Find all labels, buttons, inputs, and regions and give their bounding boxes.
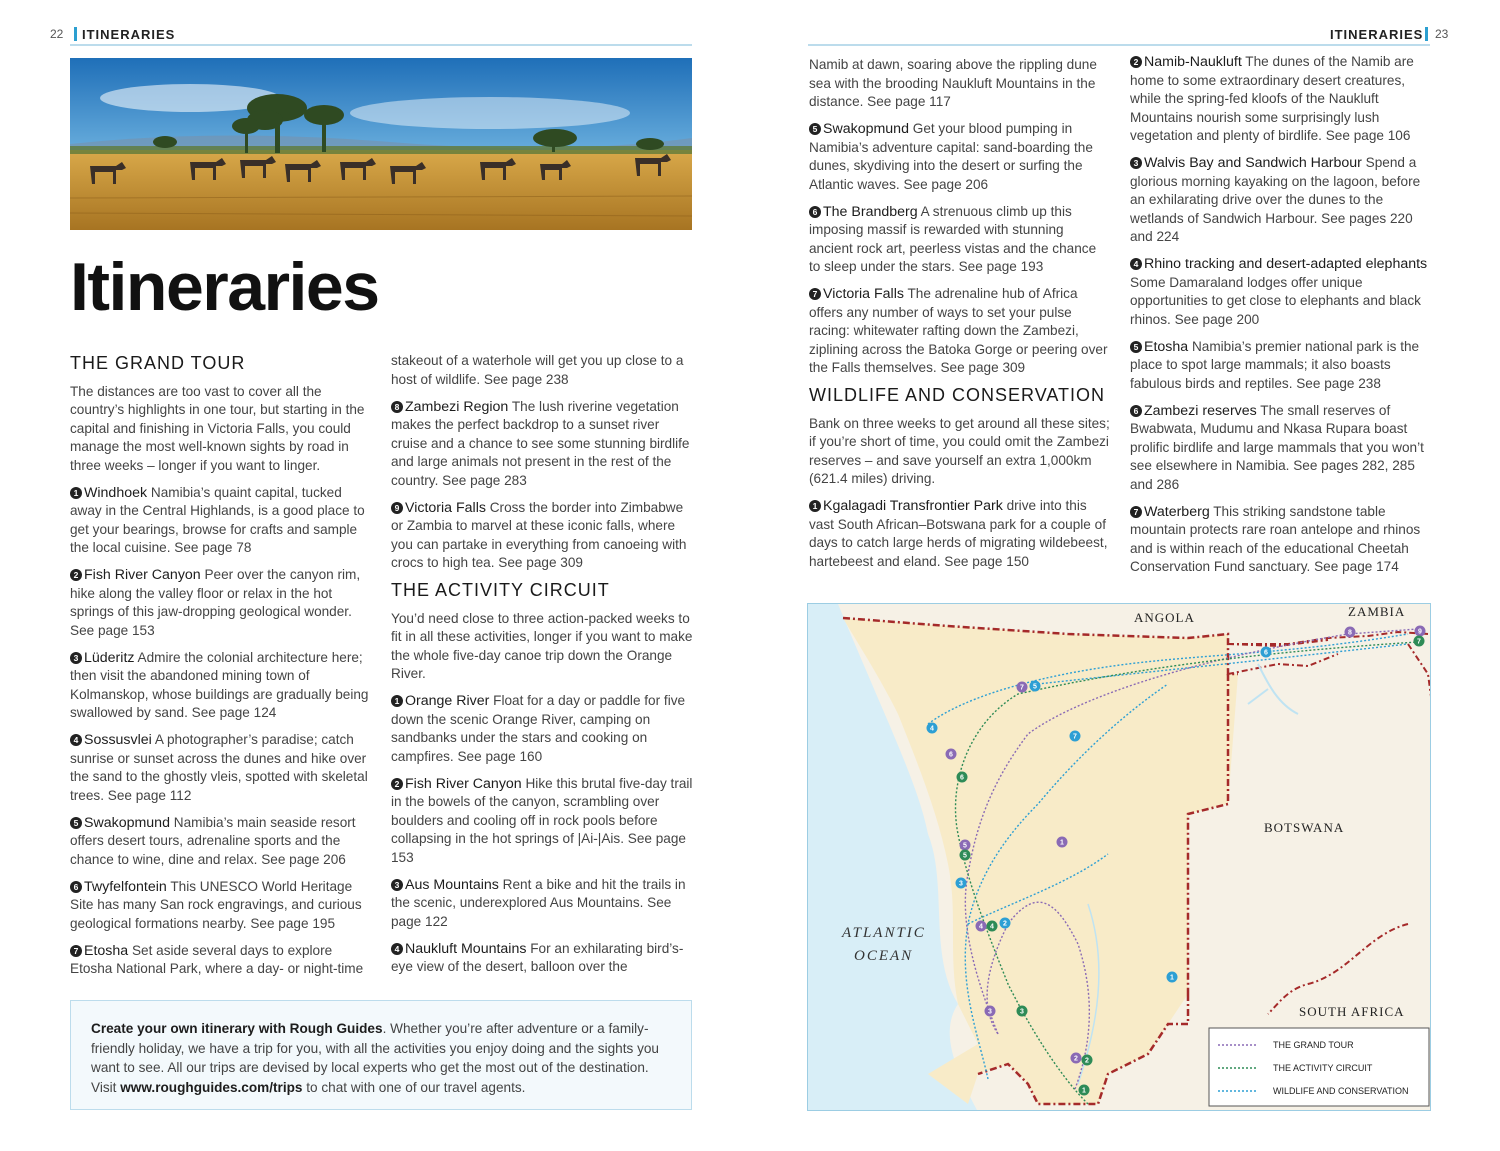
rough-guides-promo-box bbox=[70, 1000, 692, 1110]
item-description: The adrenaline hub of Africa offers any number of ways to set your pulse racing: whitewater rafting down the Zambezi, ziplining across the Batoka Gorge or peering over the Falls themselves. See page 309 bbox=[809, 286, 1108, 375]
activity-circuit-intro: You’d need close to three action-packed weeks to fit in all these activities, longer if you want to make the whole five-day canoe trip down the Orange River. bbox=[391, 610, 693, 681]
item-title: Walvis Bay and Sandwich Harbour bbox=[1144, 155, 1362, 171]
itinerary-item bbox=[809, 203, 1111, 277]
item-description: Rent a bike and hit the trails in the scenic, underexplored Aus Mountains. See page 122 bbox=[391, 876, 686, 929]
svg-text:5: 5 bbox=[1033, 683, 1037, 691]
itinerary-item bbox=[391, 398, 693, 491]
itinerary-item bbox=[809, 497, 1111, 571]
map-marker-activity-5 bbox=[960, 850, 971, 861]
item-description: Admire the colonial architecture here; then visit the abandoned mining town of Kolmanskop, whose buildings are gradually being swallowed by sand. See page 124 bbox=[70, 649, 369, 720]
grand-tour-list-continued bbox=[391, 398, 693, 573]
map-marker-activity-7 bbox=[1414, 636, 1425, 647]
item-description: drive into this vast South African–Botswana park for a couple of days to catch large herds of migrating wildebeest, hartebeest and eland. See page 150 bbox=[809, 498, 1108, 569]
svg-text:2: 2 bbox=[1003, 920, 1007, 928]
promo-text: . Whether you’re after adventure or a family-friendly holiday, we have a trip for you, with all the activities you enjoy doing and the sights you want to see. All our trips are devised by local experts who get the most out of the destination. Visit bbox=[91, 1021, 659, 1095]
item-title: Etosha bbox=[1144, 338, 1189, 355]
map-marker-grand-9 bbox=[1415, 626, 1426, 637]
svg-text:7: 7 bbox=[1073, 733, 1077, 741]
right-header-rule bbox=[808, 44, 1430, 46]
item-description: Peer over the canyon rim, hike along the valley floor or relax in the hot springs of this jaw-dropping geological wonder. See page 153 bbox=[70, 567, 361, 638]
map-marker-grand-4 bbox=[976, 921, 987, 932]
fourth-column bbox=[1130, 53, 1432, 585]
grand-tour-intro: The distances are too vast to cover all the country’s highlights in one tour, but starting in the capital and finishing in Victoria Falls, you could manage the most well-known sights by road in three weeks – longer if you want to linger. bbox=[70, 383, 365, 473]
item-description: Float for a day or paddle for five down the scenic Orange River, camping on sandbanks under the stars and cooking on campfires. See page 160 bbox=[391, 693, 686, 764]
step-number-icon: 4 bbox=[391, 943, 403, 955]
svg-text:7: 7 bbox=[1417, 638, 1421, 646]
itinerary-item bbox=[70, 484, 372, 558]
item-description: Spend a glorious morning kayaking on the lagoon, before an exhilarating drive over the dunes to the wetlands of Sandwich Harbour. See pages 220 and 224 bbox=[1130, 155, 1421, 244]
promo-text-end: to chat with one of our travel agents. bbox=[302, 1079, 526, 1095]
map-marker-wildlife-7 bbox=[1070, 731, 1081, 742]
svg-text:5: 5 bbox=[963, 852, 967, 860]
map-marker-grand-8 bbox=[1345, 627, 1356, 638]
step-number-icon: 1 bbox=[809, 500, 821, 512]
item-title: Etosha bbox=[84, 942, 129, 959]
item-description: Namibia’s main seaside resort offers desert tours, adrenaline sports and the chance to wine, dine and relax. See page 206 bbox=[70, 814, 356, 867]
step-number-icon: 6 bbox=[809, 206, 821, 218]
step-number-icon: 5 bbox=[70, 817, 82, 829]
step-number-icon: 7 bbox=[1130, 506, 1142, 518]
item-title: Twyfelfontein bbox=[84, 878, 167, 895]
item-description: Namibia’s quaint capital, tucked away in the Central Highlands, is a good place to get your bearings, browse for crafts and sample the local cuisine. See page 78 bbox=[70, 484, 365, 555]
item-description: This UNESCO World Heritage Site has many San rock engravings, and curious geological formations nearby. See page 195 bbox=[70, 878, 362, 931]
item-title: Waterberg bbox=[1144, 503, 1210, 520]
item-description: The dunes of the Namib are home to some extraordinary desert creatures, while the spring-fed kloofs of the Naukluft Mountains nourish some surprisingly lush vegetation and plenty of birdlife. See page 106 bbox=[1130, 54, 1414, 143]
step-number-icon: 9 bbox=[391, 502, 403, 514]
svg-text:2: 2 bbox=[1085, 1057, 1089, 1065]
svg-text:3: 3 bbox=[959, 880, 963, 888]
map-marker-wildlife-4 bbox=[927, 723, 938, 734]
itinerary-item bbox=[391, 692, 693, 766]
svg-text:7: 7 bbox=[1020, 684, 1024, 692]
svg-text:4: 4 bbox=[990, 923, 994, 931]
map-marker-grand-5 bbox=[960, 840, 971, 851]
activity-circuit-list bbox=[391, 692, 693, 977]
map-label-angola: ANGOLA bbox=[1134, 610, 1195, 625]
step-number-icon: 1 bbox=[391, 695, 403, 707]
step-number-icon: 2 bbox=[391, 778, 403, 790]
step-number-icon: 5 bbox=[1130, 341, 1142, 353]
step-number-icon: 2 bbox=[1130, 56, 1142, 68]
svg-text:6: 6 bbox=[1264, 649, 1268, 657]
item-title: The Brandberg bbox=[823, 203, 918, 220]
item-title: Naukluft Mountains bbox=[405, 940, 527, 957]
map-label-zambia: ZAMBIA bbox=[1348, 604, 1406, 619]
itinerary-item bbox=[391, 876, 693, 932]
item-description: Set aside several days to explore Etosha National Park, where a day- or night-time bbox=[70, 942, 364, 976]
item-description: For an exhilarating bird’s-eye view of the desert, balloon over the bbox=[391, 940, 684, 974]
step-number-icon: 7 bbox=[809, 288, 821, 300]
namibia-itinerary-map bbox=[807, 603, 1431, 1111]
itinerary-item bbox=[70, 814, 372, 870]
svg-text:3: 3 bbox=[988, 1008, 992, 1016]
second-column bbox=[391, 352, 693, 985]
item-title: Namib-Naukluft bbox=[1144, 54, 1242, 70]
activity-circuit-heading: THE ACTIVITY CIRCUIT bbox=[391, 580, 610, 600]
itinerary-item bbox=[391, 775, 693, 868]
itinerary-item bbox=[1130, 255, 1432, 329]
itinerary-item bbox=[391, 499, 693, 573]
map-marker-activity-1 bbox=[1079, 1085, 1090, 1096]
step-number-icon: 1 bbox=[70, 487, 82, 499]
item-description: A strenuous climb up this imposing massif is rewarded with stunning ancient rock art, peerless vistas and the chance to sleep under the stars. See page 193 bbox=[809, 203, 1097, 274]
map-marker-wildlife-2 bbox=[1000, 918, 1011, 929]
step-number-icon: 4 bbox=[70, 734, 82, 746]
step-number-icon: 6 bbox=[70, 881, 82, 893]
svg-text:5: 5 bbox=[963, 842, 967, 850]
map-marker-activity-4 bbox=[987, 921, 998, 932]
activity-circuit-list-continued bbox=[809, 120, 1111, 378]
item-title: Swakopmund bbox=[84, 814, 170, 831]
item-description: The small reserves of Bwabwata, Mudumu and Nkasa Rupara boast prolific birdlife and large mammals that you won’t see elsewhere in Namibia. See pages 282, 285 and 286 bbox=[1130, 402, 1424, 492]
item-title: Fish River Canyon bbox=[84, 567, 201, 583]
map-marker-wildlife-1 bbox=[1167, 972, 1178, 983]
step-number-icon: 4 bbox=[1130, 258, 1142, 270]
itinerary-item bbox=[70, 942, 372, 979]
svg-text:1: 1 bbox=[1082, 1087, 1086, 1095]
svg-text:4: 4 bbox=[979, 923, 983, 931]
itinerary-item bbox=[1130, 402, 1432, 495]
item-description: Get your blood pumping in Namibia’s adventure capital: sand-boarding the dunes, skydiving into the desert or surfing the Atlantic waves. See page 206 bbox=[809, 121, 1093, 192]
item-title: Orange River bbox=[405, 693, 490, 709]
svg-text:8: 8 bbox=[1348, 629, 1352, 637]
map-label-ocean-1: ATLANTIC bbox=[842, 925, 926, 941]
item-description: Some Damaraland lodges offer unique opportunities to get close to elephants and black rhinos. See page 200 bbox=[1130, 274, 1421, 327]
legend-grand-tour: THE GRAND TOUR bbox=[1273, 1040, 1354, 1050]
step-number-icon: 7 bbox=[70, 945, 82, 957]
map-marker-grand-3 bbox=[985, 1006, 996, 1017]
item-title: Victoria Falls bbox=[823, 286, 904, 302]
svg-text:2: 2 bbox=[1074, 1055, 1078, 1063]
svg-text:1: 1 bbox=[1060, 839, 1064, 847]
svg-text:3: 3 bbox=[1020, 1008, 1024, 1016]
item-title: Kgalagadi Transfrontier Park bbox=[823, 498, 1003, 514]
itinerary-item bbox=[1130, 154, 1432, 247]
page-title: Itineraries bbox=[70, 249, 379, 325]
item-description: The lush riverine vegetation makes the perfect backdrop to a sunset river cruise and a chance to see some stunning birdlife and large animals not present in the rest of the country. See page 283 bbox=[391, 398, 690, 488]
itinerary-item bbox=[70, 649, 372, 723]
right-running-head: ITINERARIES bbox=[1330, 27, 1424, 42]
item-description: Hike this brutal five-day trail in the bowels of the canyon, scrambling over boulders and cooling off in rock pools before collapsing in the hot springs of |Ai-|Ais. See page 153 bbox=[391, 775, 693, 865]
itinerary-item bbox=[1130, 53, 1432, 146]
map-label-botswana: BOTSWANA bbox=[1264, 820, 1345, 835]
itinerary-item bbox=[70, 566, 372, 640]
left-header-rule bbox=[70, 44, 692, 46]
right-page-number: 23 bbox=[1435, 27, 1449, 41]
itinerary-item bbox=[391, 940, 693, 977]
map-marker-grand-2 bbox=[1071, 1053, 1082, 1064]
promo-url-link[interactable]: www.roughguides.com/trips bbox=[120, 1079, 303, 1095]
itinerary-item bbox=[70, 878, 372, 934]
wildlife-intro: Bank on three weeks to get around all these sites; if you’re short of time, you could omit the Zambezi reserves – and save yourself an extra 1,000km (621.4 miles) driving. bbox=[809, 415, 1110, 486]
wildlife-heading: WILDLIFE AND CONSERVATION bbox=[809, 385, 1106, 405]
wildlife-list bbox=[809, 497, 1111, 571]
savanna-wildebeest-photo bbox=[70, 58, 692, 230]
item-title: Lüderitz bbox=[84, 649, 135, 666]
step-number-icon: 5 bbox=[809, 123, 821, 135]
map-label-ocean-2: OCEAN bbox=[854, 948, 914, 964]
step-number-icon: 3 bbox=[1130, 157, 1142, 169]
left-header-accent bbox=[74, 27, 77, 41]
svg-text:9: 9 bbox=[1418, 628, 1422, 636]
third-column bbox=[809, 56, 1111, 580]
left-page-number: 22 bbox=[50, 27, 64, 41]
step-number-icon: 8 bbox=[391, 401, 403, 413]
map-marker-grand-6 bbox=[946, 749, 957, 760]
wildlife-list-continued bbox=[1130, 53, 1432, 577]
step-number-icon: 6 bbox=[1130, 405, 1142, 417]
svg-text:6: 6 bbox=[949, 751, 953, 759]
map-marker-wildlife-5 bbox=[1030, 681, 1041, 692]
left-running-head: ITINERARIES bbox=[82, 27, 176, 42]
item-title: Victoria Falls bbox=[405, 499, 486, 516]
step-number-icon: 3 bbox=[391, 879, 403, 891]
right-header-accent bbox=[1425, 27, 1428, 41]
grand-tour-list bbox=[70, 484, 372, 979]
promo-lead: Create your own itinerary with Rough Guides bbox=[91, 1021, 383, 1036]
itinerary-item bbox=[809, 285, 1111, 378]
item-title: Rhino tracking and desert-adapted elephants bbox=[1144, 256, 1428, 272]
item-description: Namibia’s premier national park is the place to spot large mammals; it also boasts fabulous birds and reptiles. See page 238 bbox=[1130, 338, 1420, 391]
itinerary-item bbox=[1130, 503, 1432, 577]
map-legend bbox=[1209, 1028, 1429, 1106]
map-marker-activity-2 bbox=[1082, 1055, 1093, 1066]
itinerary-item bbox=[1130, 338, 1432, 394]
step-number-icon: 2 bbox=[70, 569, 82, 581]
svg-text:1: 1 bbox=[1170, 974, 1174, 982]
legend-activity-circuit: THE ACTIVITY CIRCUIT bbox=[1273, 1063, 1373, 1073]
itinerary-item bbox=[809, 120, 1111, 194]
grand-tour-column bbox=[70, 352, 372, 987]
item-title: Windhoek bbox=[84, 484, 148, 501]
activity-circuit-continued: Namib at dawn, soaring above the rippling dune sea with the brooding Naukluft Mountains in the distance. See page 117 bbox=[809, 57, 1097, 109]
item-description: A photographer’s paradise; catch sunrise or sunset across the dunes and hike over the sand to the ghostly vleis, spotted with skeletal trees. See page 112 bbox=[70, 732, 368, 803]
map-marker-wildlife-6 bbox=[1261, 647, 1272, 658]
svg-text:4: 4 bbox=[930, 725, 934, 733]
step-number-icon: 3 bbox=[70, 652, 82, 664]
item-title: Swakopmund bbox=[823, 121, 909, 137]
itinerary-item bbox=[70, 731, 372, 805]
item-title: Sossusvlei bbox=[84, 732, 152, 748]
item-title: Zambezi reserves bbox=[1144, 402, 1257, 419]
grand-tour-heading: THE GRAND TOUR bbox=[70, 353, 246, 373]
map-marker-wildlife-3 bbox=[956, 878, 967, 889]
map-label-south-africa: SOUTH AFRICA bbox=[1299, 1004, 1405, 1019]
item-description: Cross the border into Zimbabwe or Zambia to marvel at these iconic falls, where you can partake in everything from canoeing with crocs to high tea. See page 309 bbox=[391, 499, 687, 570]
grand-tour-continued: stakeout of a waterhole will get you up close to a host of wildlife. See page 238 bbox=[391, 353, 684, 387]
map-marker-grand-1 bbox=[1057, 837, 1068, 848]
legend-wildlife: WILDLIFE AND CONSERVATION bbox=[1273, 1086, 1409, 1096]
item-title: Aus Mountains bbox=[405, 876, 499, 893]
item-description: This striking sandstone table mountain protects rare roan antelope and rhinos and is within reach of the educational Cheetah Conservation Fund sanctuary. See page 174 bbox=[1130, 503, 1421, 574]
map-marker-activity-3 bbox=[1017, 1006, 1028, 1017]
item-title: Fish River Canyon bbox=[405, 775, 522, 792]
map-marker-grand-7 bbox=[1017, 682, 1028, 693]
svg-text:6: 6 bbox=[960, 774, 964, 782]
item-title: Zambezi Region bbox=[405, 398, 509, 415]
map-marker-activity-6 bbox=[957, 772, 968, 783]
